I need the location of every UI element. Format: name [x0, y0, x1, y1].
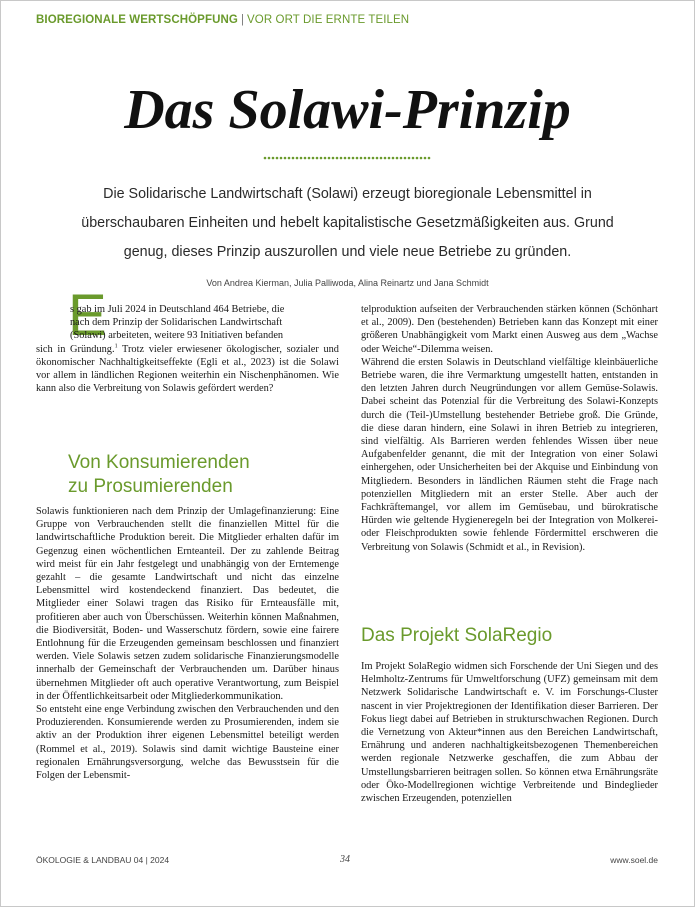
divider-dot	[292, 157, 295, 160]
divider-dot	[376, 157, 379, 160]
footer-journal	[36, 855, 169, 865]
divider-dot	[428, 157, 431, 160]
intro-text-b: Trotz vieler erwiesener ökologischer, sozialer und ökonomischer Nachhaltigkeitseffekte (Egli et al., 2023) ist die Solawi vor allem in ländlichen Regionen weiterhin ein Nischenphänomen. Wie kann also die Verbreitung von Solawis gefördert werden?	[36, 343, 339, 395]
divider-dot	[368, 157, 371, 160]
intro-line-2: nach dem Prinzip der Solidarischen Landwirtschaft	[70, 317, 283, 329]
divider-dot	[400, 157, 403, 160]
divider-dot	[372, 157, 375, 160]
column-left-body	[36, 505, 339, 782]
divider-dot	[344, 157, 347, 160]
divider-dot	[340, 157, 343, 160]
divider-dot	[272, 157, 275, 160]
dotted-divider	[263, 156, 431, 160]
footnote-marker: 1	[114, 343, 118, 350]
article-title: Das Solawi-Prinzip	[124, 79, 571, 141]
intro-line-1: s gab im Juli 2024 in Deutschland 464 Betriebe, die	[70, 304, 285, 315]
section-heading-1	[68, 451, 250, 499]
divider-dot	[384, 157, 387, 160]
divider-dot	[352, 157, 355, 160]
body-paragraph: Solawis funktionieren nach dem Prinzip der Umlagefinanzierung: Eine Gruppe von Verbrauchenden stellt die finanziellen Mittel für die landwirtschaftliche Produktion bereit. Die Mitglieder erhalten dafür im Gegenzug einen wöchentlichen Ernteanteil. Der zu zahlende Beitrag wird meist für ein Jahr festgelegt und unabhängig von der Erntemenge gezahlt – die gesamte Landwirtschaft und nicht das einzelne Lebensmittel wird kostendeckend finanziert. Das bedeutet, die Mitglieder einer Solawi tragen das Risiko für Ernteausfälle mit, profitieren aber auch von Überschüssen. Weiterhin können Maßnahmen, die Biodiversität, Boden- und Wasserschutz fördern, sowie eine fairere Entlohnung für die Erzeugenden gemeinsam beschlossen und finanziert werden. Viele Solawis setzen zudem solidarische Finanzierungsmodelle innerhalb der Gemeinschaft der Verbrauchenden um. Darüber hinaus übernehmen Mitglieder oft auch operative Verantwortung, zum Beispiel in der Öffentlichkeitsarbeit oder Mitgliederkommunikation.	[36, 506, 339, 702]
divider-dot	[396, 157, 399, 160]
divider-dot	[304, 157, 307, 160]
divider-dot	[280, 157, 283, 160]
body-paragraph: Während die ersten Solawis in Deutschland vielfältige kleinbäuerliche Betriebe waren, die ihre Vermarktung umgestellt hatten, entstanden in den letzten Jahren durch Neugründungen vor allem Gemüse-Solawis. Dabei scheint das Potenzial für die Verbreitung des Solawi-Konzepts durch die (Teil-)Umstellung bestehender Betriebe groß. Die Gründe, die diese daran hindern, eine Solawi in ihren Betrieb zu integrieren, sind vielfältig. Als Barrieren werden fehlendes Wissen über neue Aufgabenfelder genannt, die mit der Integration von einer Solawi einhergehen, oder Unsicherheiten bei der Akquise und Einbindung von Mitgliedern. Besonders in ländlichen Räumen steht die Frage nach potenziellen Mitgliedern mit an erster Stelle. Aber auch der Fachkräftemangel, vor allem im Gemüsebau, und bürokratische Hürden wie geltende Hygieneregeln bei der Integration von Molkerei- oder Fleischprodukten sowie fehlende Fördermittel erschweren die Verbreitung von Solawis (Schmidt et al., in Revision).	[361, 356, 658, 553]
section-heading-1-line-2: zu Prosumierenden	[68, 476, 233, 497]
kicker-separator: |	[240, 14, 245, 26]
divider-dot	[284, 157, 287, 160]
divider-dot	[264, 157, 267, 160]
column-right-body	[361, 303, 658, 554]
kicker-main: BIOREGIONALE WERTSCHÖPFUNG	[36, 14, 238, 26]
journal-name: ÖKOLOGIE & LANDBAU	[36, 855, 132, 865]
divider-dot	[316, 157, 319, 160]
divider-dot	[276, 157, 279, 160]
divider-dot	[404, 157, 407, 160]
divider-dot	[412, 157, 415, 160]
divider-dot	[424, 157, 427, 160]
divider-dot	[420, 157, 423, 160]
intro-line-3: (Solawi) arbeiteten, weitere 93 Initiativen befanden	[70, 330, 284, 342]
divider-dot	[388, 157, 391, 160]
drop-cap: E	[68, 283, 107, 348]
journal-issue: 04 | 2024	[133, 855, 170, 865]
divider-dot	[296, 157, 299, 160]
divider-dot	[356, 157, 359, 160]
intro-text-a: sich in Gründung.	[36, 343, 115, 355]
section-heading-1-line-1: Von Konsumierenden	[68, 452, 250, 473]
divider-dot	[332, 157, 335, 160]
article-authors: Von Andrea Kierman, Julia Palliwoda, Alina Reinartz und Jana Schmidt	[206, 278, 489, 288]
divider-dot	[300, 157, 303, 160]
section-kicker	[36, 14, 409, 26]
divider-dot	[360, 157, 363, 160]
footer-website: www.soel.de	[610, 855, 658, 865]
body-paragraph: telproduktion aufseiten der Verbrauchenden stärken können (Schönhart et al., 2009). Den (bestehenden) Betrieben kann das Konzept mit einer größeren Unabhängigkeit vom Markt einen Ausweg aus dem „Wachse oder Weiche“-Dilemma weisen.	[361, 304, 658, 355]
divider-dot	[268, 157, 271, 160]
page-number: 34	[340, 854, 350, 865]
divider-dot	[320, 157, 323, 160]
article-lead: Die Solidarische Landwirtschaft (Solawi) erzeugt bioregionale Lebensmittel in überschaubaren Einheiten und hebelt kapitalistische Gesetzmäßigkeiten aus. Grund genug, dieses Prinzip auszurollen und viele neue Betriebe zu gründen.	[81, 186, 614, 260]
divider-dot	[380, 157, 383, 160]
intro-paragraph	[36, 303, 339, 395]
divider-dot	[364, 157, 367, 160]
divider-dot	[308, 157, 311, 160]
divider-dot	[328, 157, 331, 160]
column-right-body-2	[361, 660, 658, 805]
divider-dot	[288, 157, 291, 160]
divider-dot	[392, 157, 395, 160]
divider-dot	[312, 157, 315, 160]
divider-dot	[416, 157, 419, 160]
divider-dot	[408, 157, 411, 160]
section-heading-2: Das Projekt SolaRegio	[361, 625, 553, 646]
body-paragraph: Im Projekt SolaRegio widmen sich Forschende der Uni Siegen und des Helmholtz-Zentrums für Umweltforschung (UFZ) gemeinsam mit dem Netzwerk Solidarische Landwirtschaft e. V. im Forschungs-Cluster nascent in vier Projektregionen der Identifikation dieser Barrieren. Der Fokus liegt dabei auf Betrieben in strukturschwachen Regionen. Durch die Vernetzung von Akteur*innen aus den Bereichen Landwirtschaft, Ernährung und anderen nachhaltigkeitsbezogenen Themenbereichen werden regionale Netzwerke geschaffen, die zum Abbau der Umstellungsbarrieren beitragen sollen. So können etwa Ernährungsräte oder Öko-Modellregionen wichtige Verbreitende und Bindeglieder zwischen Erzeugenden, potenziellen	[361, 661, 658, 805]
body-paragraph: So entsteht eine enge Verbindung zwischen den Verbrauchenden und den Produzierenden. Konsumierende werden zu Prosumierenden, indem sie aktiv an der Produktion ihrer eigenen Lebensmittel beteiligt werden (Rommel et al., 2019). Solawis sind damit wichtige Bausteine einer regionalen Ernährungsversorgung, welche das Bewusstsein für die Folgen der Lebensmit-	[36, 704, 339, 782]
divider-dot	[324, 157, 327, 160]
divider-dot	[336, 157, 339, 160]
kicker-sub: VOR ORT DIE ERNTE TEILEN	[247, 14, 410, 26]
divider-dot	[348, 157, 351, 160]
